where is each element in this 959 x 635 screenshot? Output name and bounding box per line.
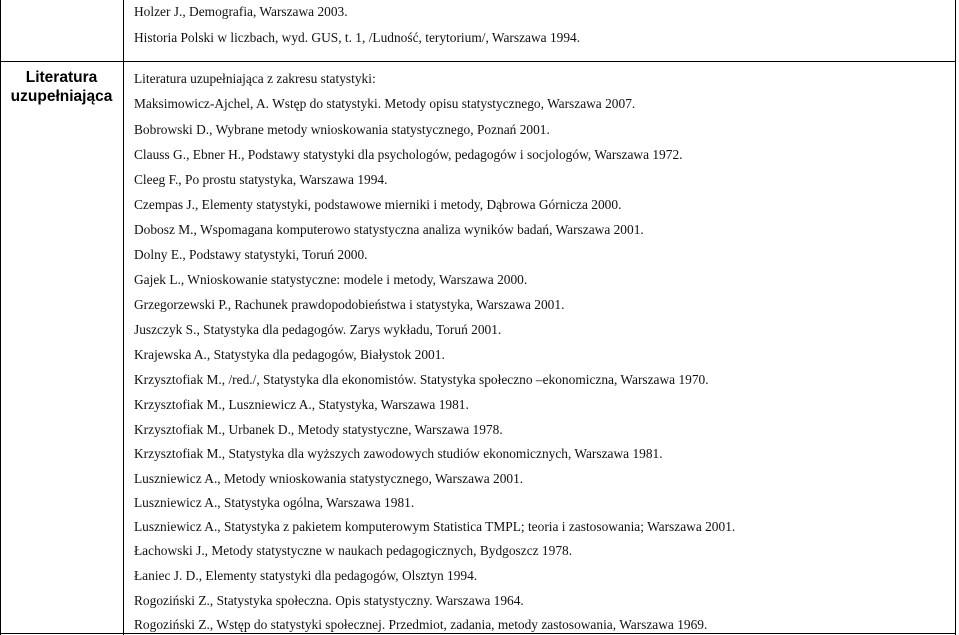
reference-item: Bobrowski D., Wybrane metody wnioskowania statystycznego, Poznań 2001. (134, 122, 550, 137)
reference-item: Luszniewicz A., Metody wnioskowania statystycznego, Warszawa 2001. (134, 471, 524, 486)
reference-item: Krzysztofiak M., Luszniewicz A., Statystyka, Warszawa 1981. (134, 397, 469, 412)
section-heading: Literatura uzupełniająca z zakresu statystyki: (134, 71, 376, 86)
reference-item: Cleeg F., Po prostu statystyka, Warszawa 1994. (134, 172, 388, 187)
reference-item: Krajewska A., Statystyka dla pedagogów, Białystok 2001. (134, 347, 445, 362)
table-column-divider (123, 0, 124, 635)
reference-item: Czempas J., Elementy statystyki, podstawowe mierniki i metody, Dąbrowa Górnicza 2000. (134, 197, 622, 212)
reference-item: Maksimowicz-Ajchel, A. Wstęp do statystyki. Metody opisu statystycznego, Warszawa 2007. (134, 96, 636, 111)
reference-item: Łachowski J., Metody statystyczne w naukach pedagogicznych, Bydgoszcz 1978. (134, 543, 573, 558)
reference-item: Dobosz M., Wspomagana komputerowo statystyczna analiza wyników badań, Warszawa 2001. (134, 222, 644, 237)
reference-item: Krzysztofiak M., /red./, Statystyka dla ekonomistów. Statystyka społeczno –ekonomiczna, Warszawa 1970. (134, 372, 709, 387)
reference-item: Holzer J., Demografia, Warszawa 2003. (134, 4, 348, 19)
reference-item: Clauss G., Ebner H., Podstawy statystyki dla psychologów, pedagogów i socjologów, Warszawa 1972. (134, 147, 683, 162)
reference-item: Luszniewicz A., Statystyka ogólna, Warszawa 1981. (134, 495, 415, 510)
reference-item: Łaniec J. D., Elementy statystyki dla pedagogów, Olsztyn 1994. (134, 568, 478, 583)
reference-item: Gajek L., Wnioskowanie statystyczne: modele i metody, Warszawa 2000. (134, 272, 528, 287)
reference-item: Luszniewicz A., Statystyka z pakietem komputerowym Statistica TMPL; teoria i zastosowania; Warszawa 2001. (134, 519, 736, 534)
reference-item: Grzegorzewski P., Rachunek prawdopodobieństwa i statystyka, Warszawa 2001. (134, 297, 565, 312)
reference-item: Krzysztofiak M., Urbanek D., Metody statystyczne, Warszawa 1978. (134, 422, 503, 437)
reference-item: Krzysztofiak M., Statystyka dla wyższych zawodowych studiów ekonomicznych, Warszawa 1981. (134, 446, 663, 461)
reference-item: Historia Polski w liczbach, wyd. GUS, t. 1, /Ludność, terytorium/, Warszawa 1994. (134, 30, 581, 45)
table-bottom-border (0, 633, 956, 634)
reference-item: Dolny E., Podstawy statystyki, Toruń 2000. (134, 247, 368, 262)
section-label-line: uzupełniająca (10, 88, 113, 105)
table-right-border (955, 0, 956, 635)
reference-item: Rogoziński Z., Statystyka społeczna. Opis statystyczny. Warszawa 1964. (134, 593, 524, 608)
reference-item: Rogoziński Z., Wstęp do statystyki społecznej. Przedmiot, zadania, metody zastosowania, Warszawa 1969. (134, 617, 708, 632)
section-label-line: Literatura (25, 69, 98, 86)
reference-item: Juszczyk S., Statystyka dla pedagogów. Zarys wykładu, Toruń 2001. (134, 322, 502, 337)
section-label (0, 68, 123, 106)
row-divider (0, 61, 956, 62)
